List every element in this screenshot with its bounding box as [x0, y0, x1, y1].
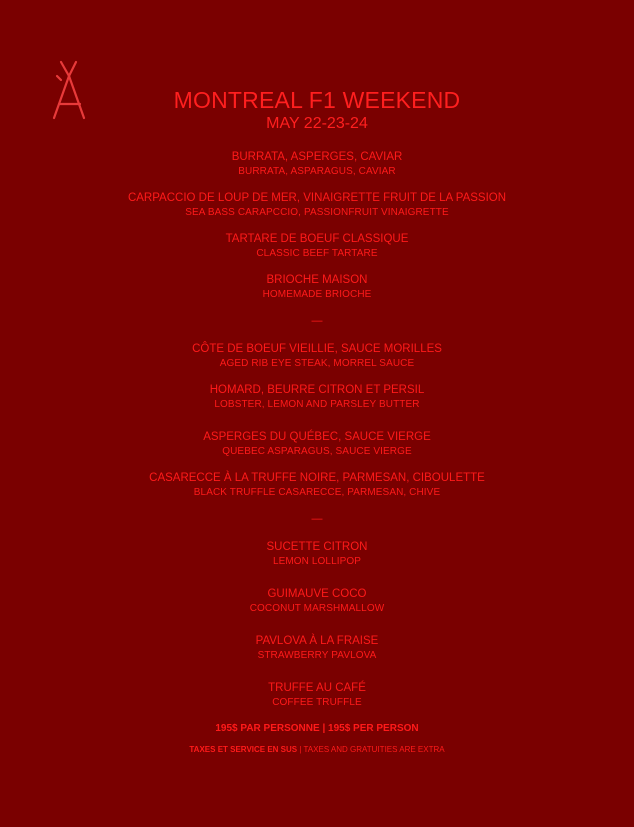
item-name-en: LEMON LOLLIPOP [272, 556, 362, 567]
item-name-fr: CASARECCE À LA TRUFFE NOIRE, PARMESAN, CIBOULETTE [149, 472, 485, 484]
item-name-en: COFFEE TRUFFLE [272, 697, 362, 708]
item-name-en: HOMEMADE BRIOCHE [262, 289, 372, 300]
item-name-en: BURRATA, ASPARAGUS, CAVIAR [238, 166, 396, 177]
item-name-en: CLASSIC BEEF TARTARE [256, 248, 378, 259]
menu-item [0, 430, 634, 459]
item-name-fr: TARTARE DE BOEUF CLASSIQUE [225, 233, 409, 245]
menu-items [0, 150, 634, 710]
taxes-fr: TAXES ET SERVICE EN SUS [189, 745, 298, 754]
item-name-fr: CARPACCIO DE LOUP DE MER, VINAIGRETTE FRUIT DE LA PASSION [127, 192, 507, 204]
menu-item [0, 232, 634, 261]
item-name-en: STRAWBERRY PAVLOVA [257, 650, 377, 661]
item-name-fr: BRIOCHE MAISON [266, 274, 368, 286]
menu-item [0, 681, 634, 710]
menu-item [0, 587, 634, 616]
item-name-en: SEA BASS CARAPCCIO, PASSIONFRUIT VINAIGRETTE [185, 207, 449, 218]
section-separator: — [311, 513, 323, 525]
item-name-fr: CÔTE DE BOEUF VIEILLIE, SAUCE MORILLES [192, 343, 442, 355]
item-name-en: COCONUT MARSHMALLOW [249, 603, 385, 614]
menu-item [0, 191, 634, 220]
item-name-fr: SUCETTE CITRON [266, 541, 368, 553]
menu-dates: MAY 22-23-24 [266, 115, 368, 132]
menu-title: MONTREAL F1 WEEKEND [173, 87, 461, 113]
price-line: 195$ PAR PERSONNE | 195$ PER PERSON [215, 723, 419, 734]
item-name-en: QUEBEC ASPARAGUS, SAUCE VIERGE [222, 446, 412, 457]
item-name-fr: BURRATA, ASPERGES, CAVIAR [231, 151, 403, 163]
menu-page [0, 86, 634, 755]
item-name-fr: GUIMAUVE COCO [267, 588, 367, 600]
item-name-en: AGED RIB EYE STEAK, MORREL SAUCE [219, 358, 415, 369]
taxes-en: TAXES AND GRATUITIES ARE EXTRA [303, 745, 445, 754]
item-name-fr: ASPERGES DU QUÉBEC, SAUCE VIERGE [203, 431, 431, 443]
item-name-en: BLACK TRUFFLE CASARECCE, PARMESAN, CHIVE [193, 487, 441, 498]
menu-item [0, 273, 634, 302]
item-name-en: LOBSTER, LEMON AND PARSLEY BUTTER [214, 399, 420, 410]
taxes-line [0, 744, 634, 755]
menu-item [0, 383, 634, 412]
item-name-fr: HOMARD, BEURRE CITRON ET PERSIL [209, 384, 425, 396]
menu-item [0, 540, 634, 569]
menu-item [0, 471, 634, 500]
menu-item [0, 634, 634, 663]
menu-item [0, 150, 634, 179]
section-separator: — [311, 315, 323, 327]
item-name-fr: PAVLOVA À LA FRAISE [255, 635, 379, 647]
taxes-separator: | [297, 745, 304, 754]
menu-item [0, 342, 634, 371]
item-name-fr: TRUFFE AU CAFÉ [268, 682, 366, 694]
